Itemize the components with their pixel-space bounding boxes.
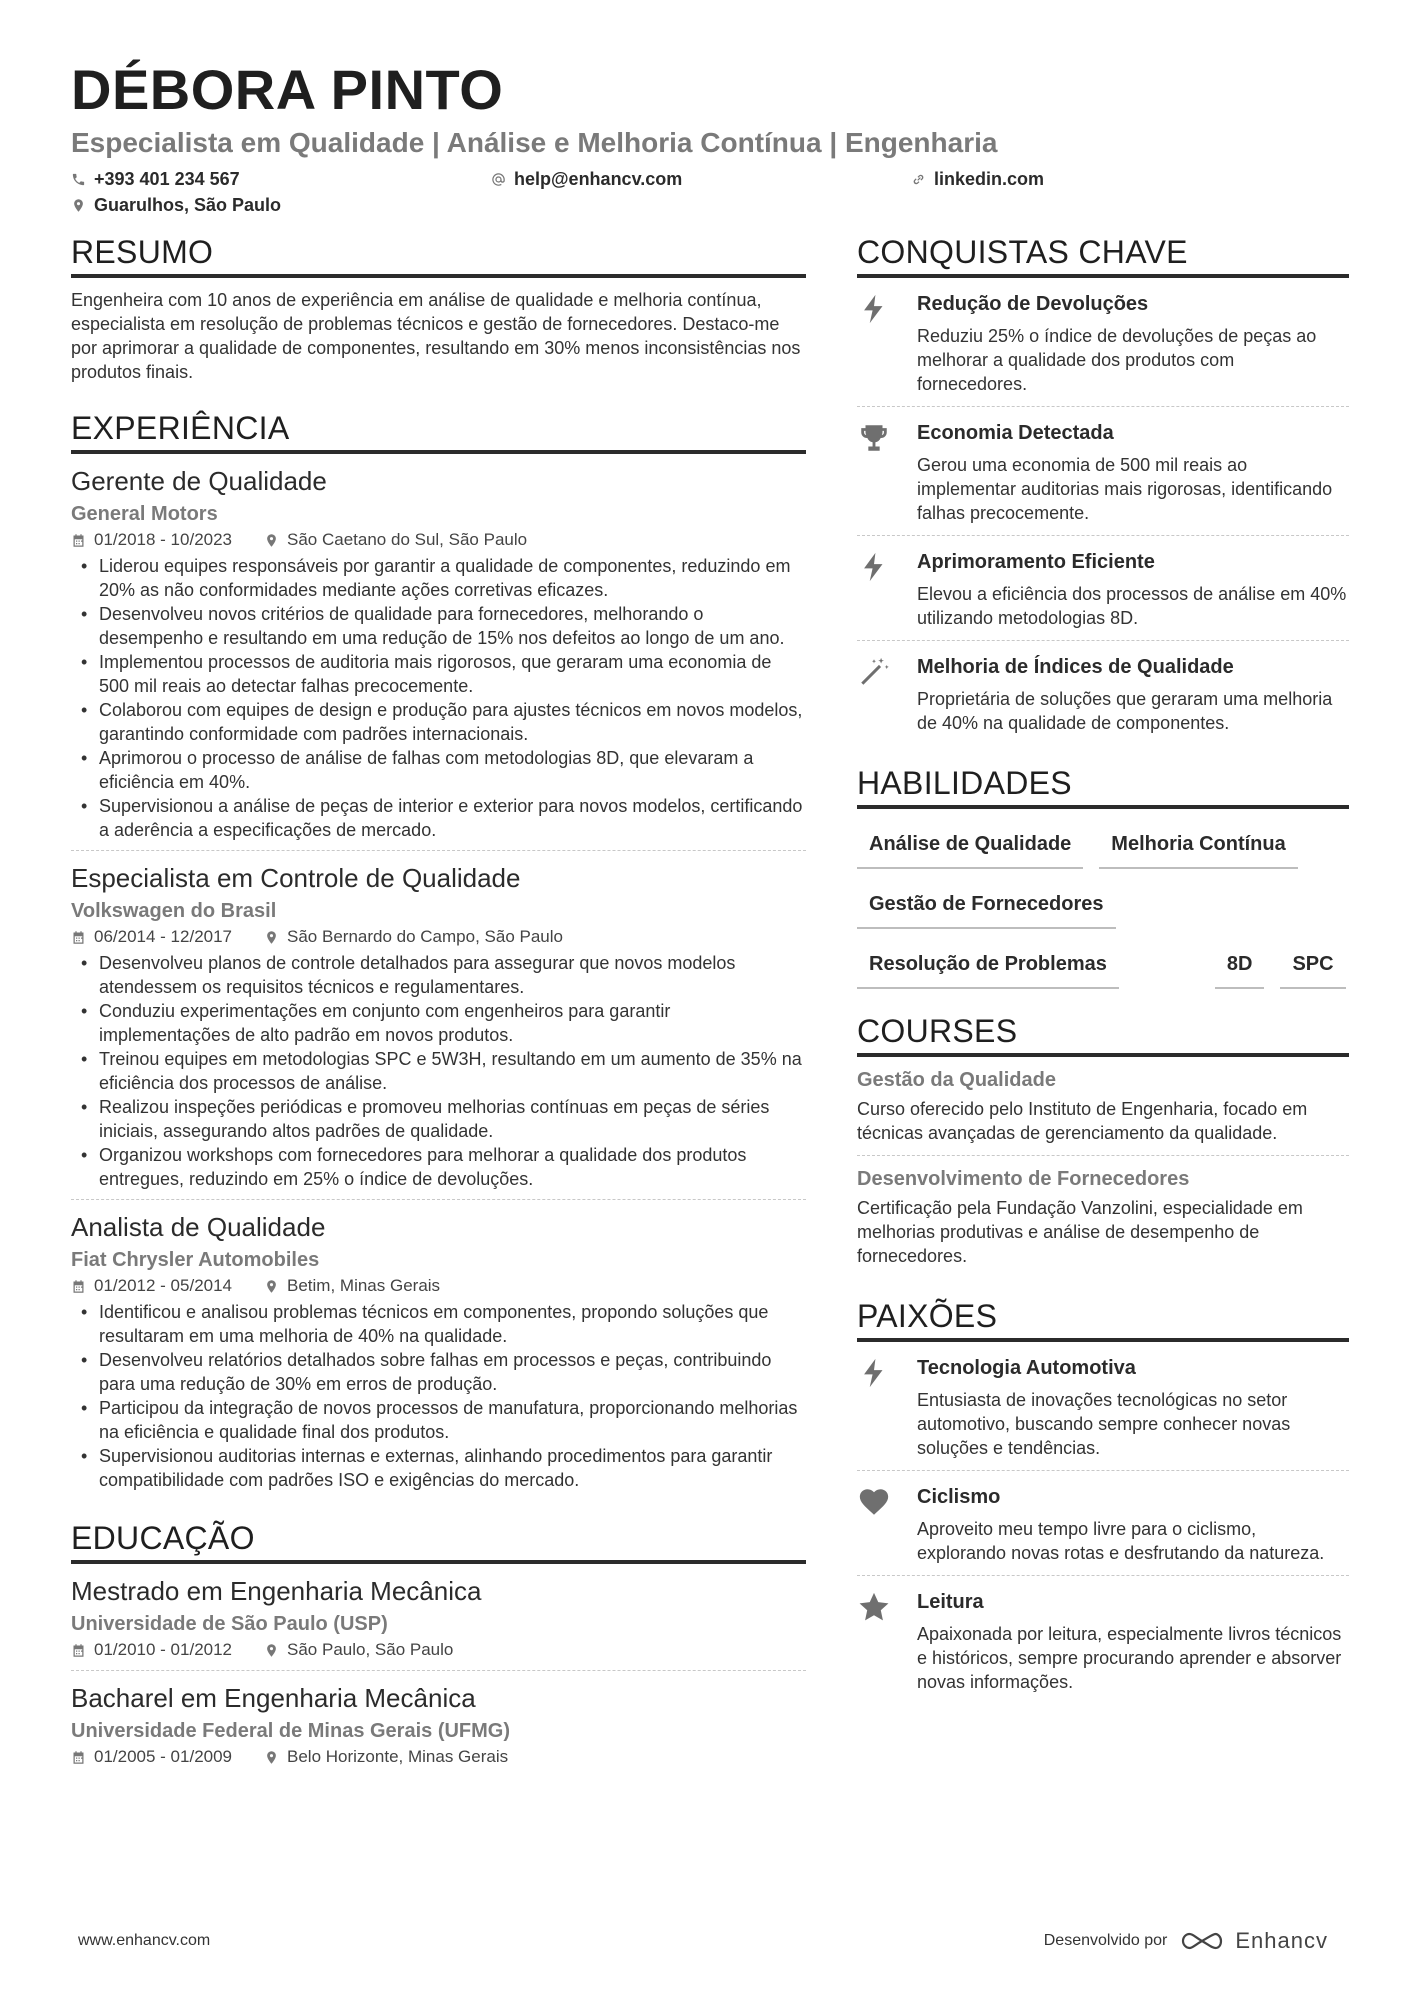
job-bullet: • Participou da integração de novos processos de manufatura, proporcionando melhorias na eficiência e qualidade final dos produtos. xyxy=(71,1396,806,1444)
job-meta xyxy=(71,528,806,552)
passion-item xyxy=(857,1471,1349,1576)
skill-tag: 8D xyxy=(1215,945,1265,989)
experience-section xyxy=(71,408,806,1500)
job-bullet: • Supervisionou a análise de peças de interior e exterior para novos modelos, certificando a aderência a especificações de mercado. xyxy=(71,794,806,842)
education-section xyxy=(71,1518,806,1777)
map-pin-icon xyxy=(264,1750,279,1765)
job-entry xyxy=(71,454,806,851)
map-pin-icon xyxy=(264,1643,279,1658)
education-entry xyxy=(71,1564,806,1671)
job-bullets xyxy=(71,554,806,842)
heart-icon xyxy=(857,1485,891,1519)
calendar-icon xyxy=(71,1279,86,1294)
experience-title: EXPERIÊNCIA xyxy=(71,408,806,454)
bolt-icon xyxy=(857,1356,891,1390)
job-bullet: • Conduziu experimentações em conjunto com engenheiros para garantir implementações de alto padrão em novos produtos. xyxy=(71,999,806,1047)
achievement-title: Redução de Devoluções xyxy=(917,293,1149,315)
contact-row xyxy=(71,166,1351,192)
skill-tag: SPC xyxy=(1280,945,1345,989)
job-bullet: • Supervisionou auditorias internas e externas, alinhando procedimentos para garantir compatibilidade com padrões ISO e exigências do mercado. xyxy=(71,1444,806,1492)
job-location-text: Betim, Minas Gerais xyxy=(287,1276,441,1295)
course-item xyxy=(857,1057,1349,1156)
enhancv-logo-icon xyxy=(1179,1930,1225,1952)
education-meta xyxy=(71,1638,806,1662)
job-entry xyxy=(71,1200,806,1500)
job-location-text: São Caetano do Sul, São Paulo xyxy=(287,530,528,549)
job-bullet: • Treinou equipes em metodologias SPC e 5W3H, resultando em um aumento de 35% na eficiência dos processos de análise. xyxy=(71,1047,806,1095)
passion-title: Leitura xyxy=(917,1591,984,1613)
education-location xyxy=(264,1745,508,1769)
skill-tag: Análise de Qualidade xyxy=(857,825,1083,869)
education-meta xyxy=(71,1745,806,1769)
achievement-item xyxy=(857,641,1349,745)
job-dates: 01/2018 - 10/2023 xyxy=(94,530,233,549)
job-entry xyxy=(71,851,806,1200)
course-title: Gestão da Qualidade xyxy=(857,1069,1056,1091)
education-location-text: São Paulo, São Paulo xyxy=(287,1640,454,1659)
location-text: Guarulhos, São Paulo xyxy=(94,195,282,215)
job-location-text: São Bernardo do Campo, São Paulo xyxy=(287,927,563,946)
skills-section xyxy=(857,763,1349,989)
achievement-text: Gerou uma economia de 500 mil reais ao implementar auditorias mais rigorosas, identificando falhas precocemente. xyxy=(917,455,1333,523)
job-bullet: • Desenvolveu novos critérios de qualidade para fornecedores, melhorando o desempenho e resultando em uma redução de 15% nos defeitos ao longo de um ano. xyxy=(71,602,806,650)
job-bullet: • Aprimorou o processo de análise de falhas com metodologias 8D, que elevaram a eficiência em 40%. xyxy=(71,746,806,794)
courses-section xyxy=(857,1011,1349,1278)
job-role: Gerente de Qualidade xyxy=(71,466,327,496)
education-school: Universidade de São Paulo (USP) xyxy=(71,1613,388,1635)
candidate-tagline: Especialista em Qualidade | Análise e Melhoria Contínua | Engenharia xyxy=(71,127,998,158)
course-item xyxy=(857,1156,1349,1278)
job-bullets xyxy=(71,1300,806,1492)
job-bullet: • Desenvolveu relatórios detalhados sobre falhas em processos e peças, contribuindo para uma redução de 30% em erros de produção. xyxy=(71,1348,806,1396)
skill-tag: Resolução de Problemas xyxy=(857,945,1119,989)
contact-linkedin[interactable] xyxy=(911,166,1044,192)
education-dates: 01/2010 - 01/2012 xyxy=(94,1640,233,1659)
skill-tag: Gestão de Fornecedores xyxy=(857,885,1116,929)
education-location-text: Belo Horizonte, Minas Gerais xyxy=(287,1747,509,1766)
education-location xyxy=(264,1638,453,1662)
map-pin-icon xyxy=(264,1279,279,1294)
summary-text: Engenheira com 10 anos de experiência em análise de qualidade e melhoria contínua, especialista em resolução de problemas técnicos e gestão de fornecedores. Destaco-me por aprimorar a qualidade de componentes, resultando em 30% menos inconsistências nos produtos finais. xyxy=(71,290,801,382)
job-dates: 06/2014 - 12/2017 xyxy=(94,927,233,946)
education-school: Universidade Federal de Minas Gerais (UFMG) xyxy=(71,1720,511,1742)
linkedin-text: linkedin.com xyxy=(934,169,1045,189)
achievement-title: Aprimoramento Eficiente xyxy=(917,551,1155,573)
job-bullets xyxy=(71,951,806,1191)
passion-item xyxy=(857,1576,1349,1704)
page-footer xyxy=(78,1928,1328,1954)
job-company: General Motors xyxy=(71,503,218,525)
job-location xyxy=(264,1274,440,1298)
contact-email[interactable] xyxy=(491,166,911,192)
skills-title: HABILIDADES xyxy=(857,763,1349,809)
job-bullet: • Implementou processos de auditoria mais rigorosos, que geraram uma economia de 500 mil reais ao detectar falhas precocemente. xyxy=(71,650,806,698)
passion-title: Ciclismo xyxy=(917,1486,1001,1508)
education-degree: Mestrado em Engenharia Mecânica xyxy=(71,1576,482,1606)
job-bullet: • Identificou e analisou problemas técnicos em componentes, propondo soluções que resultaram em uma melhoria de 40% na qualidade. xyxy=(71,1300,806,1348)
job-bullet: • Realizou inspeções periódicas e promoveu melhorias contínuas em peças de séries iniciais, assegurando altos padrões de qualidade. xyxy=(71,1095,806,1143)
bolt-icon xyxy=(857,292,891,326)
job-location xyxy=(264,925,563,949)
passion-item xyxy=(857,1342,1349,1471)
trophy-icon xyxy=(857,421,891,455)
education-title: EDUCAÇÃO xyxy=(71,1518,806,1564)
candidate-name: DÉBORA PINTO xyxy=(71,58,504,121)
map-pin-icon xyxy=(264,533,279,548)
passion-text: Apaixonada por leitura, especialmente livros técnicos e históricos, sempre procurando aprender e absorver novas informações. xyxy=(917,1624,1342,1692)
achievement-title: Economia Detectada xyxy=(917,422,1114,444)
job-meta xyxy=(71,1274,806,1298)
achievement-item xyxy=(857,278,1349,407)
bolt-icon xyxy=(857,550,891,584)
footer-website[interactable]: www.enhancv.com xyxy=(78,1932,211,1949)
at-icon xyxy=(491,172,506,187)
job-bullet: • Organizou workshops com fornecedores para melhorar a qualidade dos produtos entregues, reduzindo em 25% o índice de devoluções. xyxy=(71,1143,806,1191)
achievement-text: Reduziu 25% o índice de devoluções de peças ao melhorar a qualidade dos produtos com fornecedores. xyxy=(917,326,1317,394)
education-entry xyxy=(71,1671,806,1777)
job-bullet: • Colaborou com equipes de design e produção para ajustes técnicos em novos modelos, garantindo conformidade com padrões internacionais. xyxy=(71,698,806,746)
phone-text: +393 401 234 567 xyxy=(94,169,240,189)
summary-title: RESUMO xyxy=(71,232,806,278)
achievement-title: Melhoria de Índices de Qualidade xyxy=(917,656,1234,678)
email-text: help@enhancv.com xyxy=(514,169,683,189)
achievements-title: CONQUISTAS CHAVE xyxy=(857,232,1349,278)
star-icon xyxy=(857,1590,891,1624)
job-role: Especialista em Controle de Qualidade xyxy=(71,863,521,893)
skills-list xyxy=(857,825,1349,989)
course-title: Desenvolvimento de Fornecedores xyxy=(857,1168,1190,1190)
location-row xyxy=(71,192,1351,218)
achievement-text: Proprietária de soluções que geraram uma melhoria de 40% na qualidade de componentes. xyxy=(917,689,1333,733)
achievement-text: Elevou a eficiência dos processos de análise em 40% utilizando metodologias 8D. xyxy=(917,584,1347,628)
link-icon xyxy=(911,172,926,187)
map-pin-icon xyxy=(71,198,86,213)
job-location xyxy=(264,528,527,552)
course-text: Curso oferecido pelo Instituto de Engenharia, focado em técnicas avançadas de gerenciamento da qualidade. xyxy=(857,1099,1308,1143)
magic-wand-icon xyxy=(857,655,891,689)
contact-phone[interactable] xyxy=(71,166,491,192)
education-dates: 01/2005 - 01/2009 xyxy=(94,1747,233,1766)
passion-text: Entusiasta de inovações tecnológicas no setor automotivo, buscando sempre conhecer novas soluções e tendências. xyxy=(917,1390,1291,1458)
job-company: Fiat Chrysler Automobiles xyxy=(71,1249,320,1271)
passions-section xyxy=(857,1296,1349,1704)
calendar-icon xyxy=(71,1750,86,1765)
calendar-icon xyxy=(71,533,86,548)
summary-section xyxy=(71,232,806,384)
footer-branding xyxy=(1044,1928,1328,1954)
calendar-icon xyxy=(71,1643,86,1658)
education-degree: Bacharel em Engenharia Mecânica xyxy=(71,1683,476,1713)
passion-text: Aproveito meu tempo livre para o ciclismo, explorando novas rotas e desfrutando da natureza. xyxy=(917,1519,1325,1563)
achievement-item xyxy=(857,407,1349,536)
calendar-icon xyxy=(71,930,86,945)
brand-name: Enhancv xyxy=(1235,1928,1328,1953)
courses-title: COURSES xyxy=(857,1011,1349,1057)
job-role: Analista de Qualidade xyxy=(71,1212,326,1242)
course-text: Certificação pela Fundação Vanzolini, especialidade em melhorias produtivas e análise de desempenho de fornecedores. xyxy=(857,1198,1303,1266)
powered-by-text: Desenvolvido por xyxy=(1043,1932,1168,1949)
resume-header xyxy=(71,58,1351,218)
achievement-item xyxy=(857,536,1349,641)
achievements-section xyxy=(857,232,1349,745)
brand-logo[interactable] xyxy=(1179,1928,1328,1954)
job-bullet: • Liderou equipes responsáveis por garantir a qualidade de componentes, reduzindo em 20% as não conformidades mediante ações corretivas eficazes. xyxy=(71,554,806,602)
skill-tag: Melhoria Contínua xyxy=(1099,825,1297,869)
job-dates: 01/2012 - 05/2014 xyxy=(94,1276,233,1295)
job-meta xyxy=(71,925,806,949)
job-bullet: • Desenvolveu planos de controle detalhados para assegurar que novos modelos atendessem os requisitos técnicos e regulamentares. xyxy=(71,951,806,999)
job-company: Volkswagen do Brasil xyxy=(71,900,277,922)
left-column xyxy=(71,232,806,1801)
phone-icon xyxy=(71,172,86,187)
passion-title: Tecnologia Automotiva xyxy=(917,1357,1136,1379)
right-column xyxy=(857,232,1349,1728)
contact-location xyxy=(71,192,281,218)
map-pin-icon xyxy=(264,930,279,945)
passions-title: PAIXÕES xyxy=(857,1296,1349,1342)
